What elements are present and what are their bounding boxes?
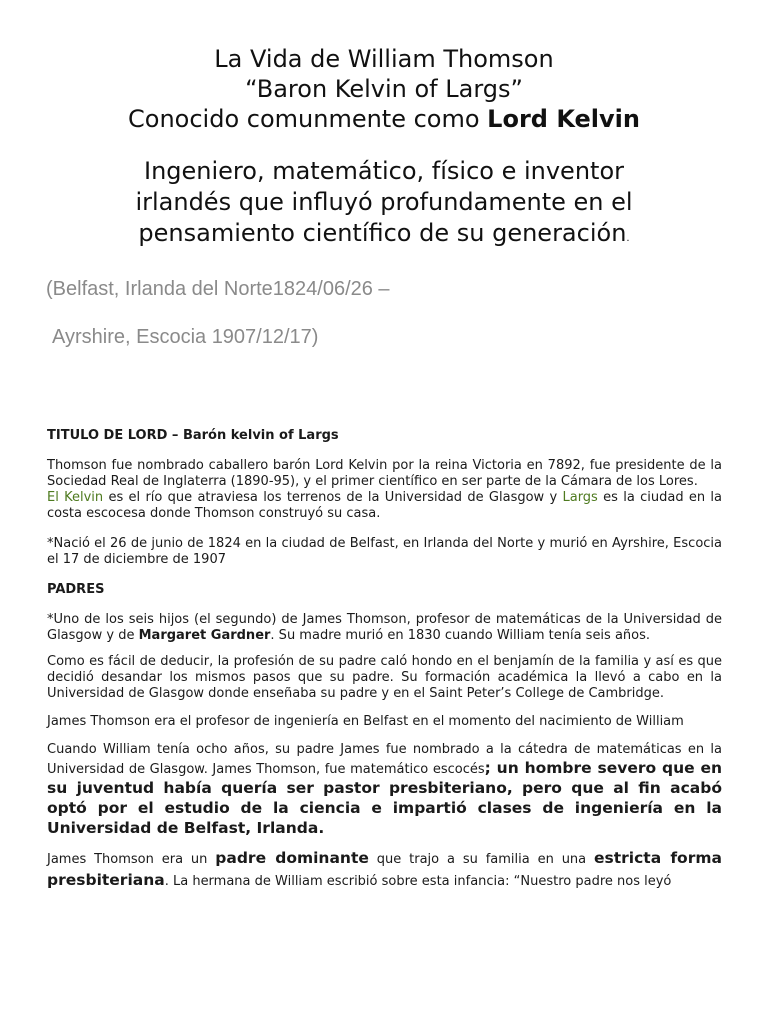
subtitle bbox=[0, 156, 768, 254]
dates-block bbox=[46, 276, 768, 350]
title-line-1: La Vida de William Thomson bbox=[214, 45, 554, 73]
title-lord-kelvin: Lord Kelvin bbox=[487, 105, 640, 133]
paragraph-kelvin-largs-mid: es el río que atraviesa los terrenos de la Universidad de Glasgow y bbox=[103, 490, 563, 505]
bold-estricta-forma: estricta forma presbiteriana bbox=[47, 849, 722, 889]
paragraph-kelvin-largs bbox=[47, 490, 722, 522]
paragraph-formacion: Como es fácil de deducir, la profesión de su padre caló hondo en el benjamín de la familia y así es que decidió desandar los mismos pasos que su padre. Su formación académica la llevó a cabo en la Universidad de Glasgow donde enseñaba su padre y en el Saint Peter’s College de Cambridge. bbox=[47, 654, 722, 701]
paragraph-kelvin-largs-end: es la ciudad en la costa escocesa donde Thomson construyó su casa. bbox=[47, 490, 722, 521]
paragraph-hijos-a: *Uno de los seis hijos (el segundo) de James Thomson, profesor de matemáticas de la Universidad de Glasgow y de bbox=[47, 612, 722, 643]
paragraph-nacimiento: *Nació el 26 de junio de 1824 en la ciudad de Belfast, en Irlanda del Norte y murió en Ayrshire, Escocia el 17 de diciembre de 1907 bbox=[47, 536, 722, 567]
paragraph-hijos-b: . Su madre murió en 1830 cuando William tenía seis años. bbox=[270, 628, 651, 643]
paragraph-padre-a: James Thomson era un bbox=[47, 852, 216, 867]
subtitle-line-3 bbox=[0, 218, 768, 254]
title-line-2: “Baron Kelvin of Largs” bbox=[245, 75, 523, 103]
subtitle-line-3-period: . bbox=[626, 233, 630, 244]
subtitle-line-2: irlandés que influyó profundamente en el bbox=[135, 188, 633, 216]
section-heading-padres: PADRES bbox=[47, 582, 105, 597]
paragraph-padre-dominante bbox=[47, 848, 722, 892]
body-text bbox=[47, 428, 722, 892]
paragraph-padre-d: . La hermana de William escribió sobre esta infancia: “Nuestro padre nos leyó bbox=[164, 874, 672, 889]
section-heading-titulo: TITULO DE LORD – Barón kelvin of Largs bbox=[47, 428, 339, 443]
green-text-largs: Largs bbox=[562, 490, 598, 505]
paragraph-catedra-a: Cuando William tenía ocho años, su padre James fue nombrado a la cátedra de matemáticas en la Universidad de Glasgow. James Thomson, fue matemático escocés bbox=[47, 742, 722, 777]
paragraph-catedra-bold: ; un hombre severo que en su juventud había quería ser pastor presbiteriano, pero que al fin acabó optó por el estudio de la ciencia e impartió clases de ingeniería en la Universidad de Belfast, Irlanda. bbox=[47, 759, 722, 837]
bold-padre-dominante: padre dominante bbox=[215, 849, 369, 867]
paragraph-hijos bbox=[47, 612, 722, 644]
title-block bbox=[0, 0, 768, 254]
title-line-3-prefix: Conocido comunmente como bbox=[128, 105, 488, 133]
paragraph-nombramiento: Thomson fue nombrado caballero barón Lord Kelvin por la reina Victoria en 7892, fue presidente de la Sociedad Real de Inglaterra (1890-95), y el primer científico en ser parte de la Cámara de los Lores. bbox=[47, 458, 722, 489]
subtitle-line-3-text: pensamiento científico de su generación bbox=[138, 219, 627, 247]
green-text-el-kelvin: El Kelvin bbox=[47, 490, 104, 505]
bold-margaret-gardner: Margaret Gardner bbox=[138, 628, 271, 643]
birth-date-line: (Belfast, Irlanda del Norte1824/06/26 – bbox=[46, 278, 390, 300]
paragraph-catedra bbox=[47, 742, 722, 838]
subtitle-line-1: Ingeniero, matemático, físico e inventor bbox=[144, 157, 624, 185]
paragraph-padre-c: que trajo a su familia en una bbox=[368, 852, 595, 867]
death-date-line: Ayrshire, Escocia 1907/12/17) bbox=[52, 326, 319, 348]
title-line-3 bbox=[0, 104, 768, 134]
paragraph-profesor-belfast: James Thomson era el profesor de ingeniería en Belfast en el momento del nacimiento de William bbox=[47, 714, 684, 729]
